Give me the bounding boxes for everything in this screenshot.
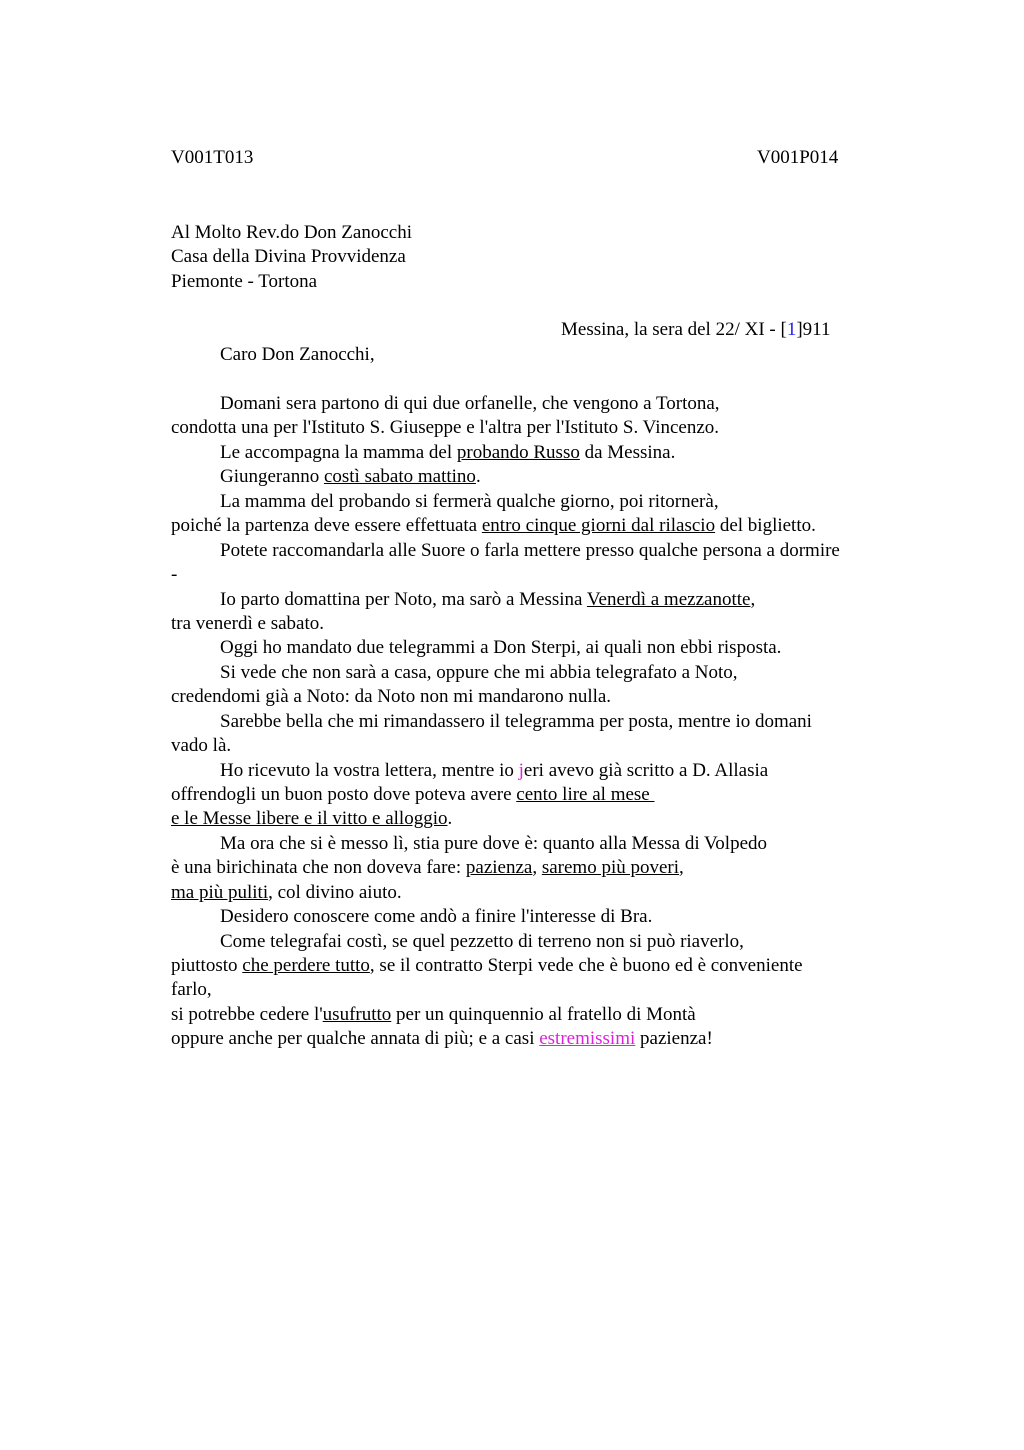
dateline-bracket-number: 1 (786, 319, 797, 340)
body-line: Domani sera partono di qui due orfanelle, che vengono a Tortona, (220, 393, 720, 414)
text-run: Le accompagna la mamma del (220, 442, 457, 463)
text-run: , col divino aiuto. (268, 882, 402, 903)
text-run: poiché la partenza deve essere effettuata (171, 515, 482, 536)
address-line: Casa della Divina Provvidenza (171, 246, 406, 267)
address-line: Piemonte - Tortona (171, 271, 318, 292)
dateline (561, 318, 830, 342)
body-line: credendomi già a Noto: da Noto non mi mandarono nulla. (171, 686, 612, 707)
salutation: Caro Don Zanocchi, (220, 344, 375, 365)
body-line: tra venerdì e sabato. (171, 613, 324, 634)
body-line: Oggi ho mandato due telegrammi a Don Sterpi, ai quali non ebbi risposta. (220, 637, 782, 658)
body-line (171, 954, 803, 978)
body-line (220, 588, 755, 612)
body-line (171, 807, 452, 831)
document-code-left: V001T013 (171, 147, 254, 168)
text-run: Io parto domattina per Noto, ma sarò a Messina (220, 589, 587, 610)
underlined-text: Venerdì a mezzanotte (586, 589, 751, 610)
underlined-text: pazienza (465, 857, 533, 878)
text-run: . (447, 808, 453, 829)
text-run: . (475, 466, 481, 487)
text-run: offrendogli un buon posto dove poteva avere (171, 784, 517, 805)
text-run: piuttosto (171, 955, 243, 976)
body-line: - (171, 564, 178, 585)
underlined-text: ma più puliti (171, 882, 269, 903)
body-line: condotta una per l'Istituto S. Giuseppe e l'altra per l'Istituto S. Vincenzo. (171, 417, 720, 438)
dateline-year: ]911 (796, 319, 831, 340)
text-run: Giungeranno (220, 466, 324, 487)
underlined-text: usufrutto (322, 1004, 392, 1025)
body-line (171, 856, 684, 880)
body-line: Potete raccomandarla alle Suore o farla mettere presso qualche persona a dormire (220, 540, 840, 561)
body-line (220, 465, 481, 489)
highlighted-letter: j (518, 760, 524, 781)
body-line: Si vede che non sarà a casa, oppure che mi abbia telegrafato a Noto, (220, 662, 738, 683)
body-line (171, 783, 654, 807)
text-run: si potrebbe cedere l' (171, 1004, 323, 1025)
underlined-text: saremo più poveri (541, 857, 680, 878)
text-run: , (679, 857, 684, 878)
text-run: per un quinquennio al fratello di Montà (391, 1004, 696, 1025)
underlined-text: costì sabato mattino (323, 466, 476, 487)
address-line: Al Molto Rev.do Don Zanocchi (171, 222, 412, 243)
body-line: Ma ora che si è messo lì, stia pure dove è: quanto alla Messa di Volpedo (220, 833, 768, 854)
document-code-right: V001P014 (757, 147, 839, 168)
text-run: , (750, 589, 756, 610)
underlined-text: e le Messe libere e il vitto e alloggio (171, 808, 448, 829)
underlined-text: entro cinque giorni dal rilascio (481, 515, 716, 536)
body-line (171, 881, 402, 905)
text-run: pazienza! (635, 1028, 713, 1049)
text-run: da Messina. (579, 442, 676, 463)
text-run: Ho ricevuto la vostra lettera, mentre io (220, 760, 519, 781)
body-line (171, 1027, 713, 1051)
text-run: è una birichinata che non doveva fare: (171, 857, 466, 878)
body-line (171, 514, 816, 538)
underlined-text: cento lire al mese (516, 784, 655, 805)
underlined-text: che perdere tutto (242, 955, 370, 976)
body-line: vado là. (171, 735, 232, 756)
body-line (220, 759, 768, 783)
body-line: Come telegrafai costì, se quel pezzetto di terreno non si può riaverlo, (220, 931, 744, 952)
text-run: eri avevo già scritto a D. Allasia (523, 760, 769, 781)
highlighted-underlined-text: estremissimi (539, 1028, 636, 1049)
body-line: Desidero conoscere come andò a finire l'interesse di Bra. (220, 906, 653, 927)
text-run: , se il contratto Sterpi vede che è buono ed è conveniente (369, 955, 803, 976)
text-run: del biglietto. (715, 515, 816, 536)
body-line: Sarebbe bella che mi rimandassero il telegramma per posta, mentre io domani (220, 711, 812, 732)
text-run: oppure anche per qualche annata di più; e a casi (171, 1028, 540, 1049)
underlined-text: probando Russo (456, 442, 580, 463)
body-line: La mamma del probando si fermerà qualche giorno, poi ritornerà, (220, 491, 719, 512)
body-line (171, 1003, 696, 1027)
dateline-text: Messina, la sera del 22/ XI - [ (561, 319, 787, 340)
body-line: farlo, (171, 979, 212, 1000)
text-run: , (532, 857, 542, 878)
body-line (220, 441, 675, 465)
